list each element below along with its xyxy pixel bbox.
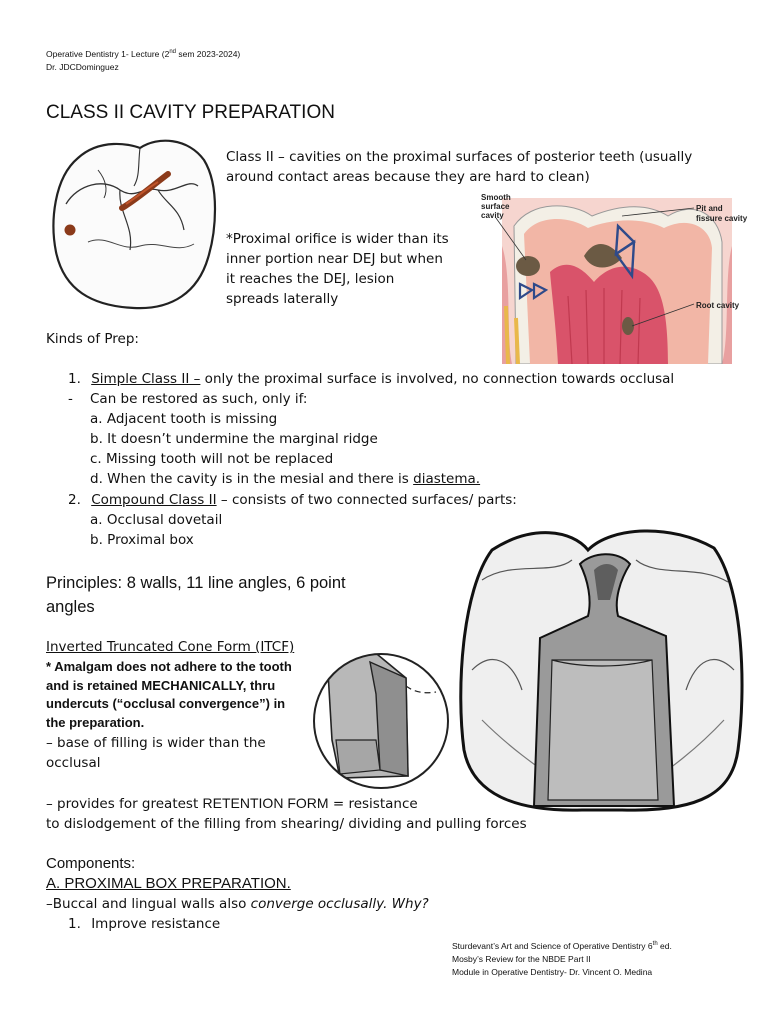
reference-2: Mosby’s Review for the NBDE Part II [452, 953, 591, 964]
parts-list [90, 510, 222, 550]
page-title: CLASS II CAVITY PREPARATION [46, 102, 335, 123]
walls-note: –Buccal and lingual walls also converge occlusally. Why? [46, 896, 429, 912]
course-header [46, 46, 240, 74]
itcf-title: Inverted Truncated Cone Form (ITCF) [46, 639, 295, 655]
proximal-box-heading: A. PROXIMAL BOX PREPARATION. [46, 875, 291, 892]
smooth-surface-label-3: cavity [481, 211, 504, 220]
tooth-occlusal-illustration [48, 134, 220, 314]
pit-fissure-label-2: fissure cavity [696, 214, 748, 223]
condition-c: c. Missing tooth will not be replaced [90, 451, 334, 467]
conditions-list [90, 409, 480, 489]
reference-3: Module in Operative Dentistry- Dr. Vincent O. Medina [452, 966, 653, 977]
pit-fissure-label: Pit and [696, 204, 723, 213]
proximal-orifice-note: *Proximal orifice is wider than its inner portion near DEJ but when it reaches the DEJ, lesion spreads laterally [226, 231, 449, 307]
kinds-item-1: 1. Simple Class II – only the proximal surface is involved, no connection towards occlusal [68, 371, 675, 387]
condition-a: a. Adjacent tooth is missing [90, 411, 278, 427]
smooth-surface-label-2: surface [481, 202, 510, 211]
reference-1: Sturdevant’s Art and Science of Operative Dentistry 6th ed. [452, 940, 672, 951]
instructor-name: Dr. JDCDominguez [46, 61, 119, 72]
kinds-heading: Kinds of Prep: [46, 331, 139, 347]
condition-b: b. It doesn’t undermine the marginal ridge [90, 431, 378, 447]
principles-heading: Principles: 8 walls, 11 line angles, 6 point angles [46, 574, 346, 616]
itcf-base-note: – base of filling is wider than the occlusal [46, 735, 266, 771]
smooth-surface-label: Smooth [481, 193, 511, 202]
root-cavity-label: Root cavity [696, 301, 740, 310]
kinds-dash-line: - Can be restored as such, only if: [68, 391, 308, 407]
itcf-amalgam-note: * Amalgam does not adhere to the tooth and is retained MECHANICALLY, thru undercuts (“occlusal convergence”) in the preparation. [46, 659, 292, 730]
components-item-1: 1. Improve resistance [68, 916, 221, 932]
course-line: Operative Dentistry 1- Lecture (2nd sem 2023-2024) [46, 48, 241, 59]
kinds-item-2: 2. Compound Class II – consists of two connected surfaces/ parts: [68, 492, 517, 508]
retention-form-note: – provides for greatest RETENTION FORM = resistance to dislodgement of the filling from shearing/ dividing and pulling forces [46, 795, 527, 832]
cavity-types-figure [472, 186, 762, 364]
part-a: a. Occlusal dovetail [90, 512, 223, 528]
condition-d: d. When the cavity is in the mesial and there is diastema. [90, 471, 481, 487]
part-b: b. Proximal box [90, 532, 194, 548]
components-heading: Components: [46, 855, 136, 872]
itcf-magnified-detail [310, 650, 452, 792]
class2-definition: Class II – cavities on the proximal surfaces of posterior teeth (usually around contact areas because they are hard to clean) [226, 149, 693, 185]
compound-class2-prep-illustration [452, 520, 752, 812]
references [452, 938, 672, 979]
